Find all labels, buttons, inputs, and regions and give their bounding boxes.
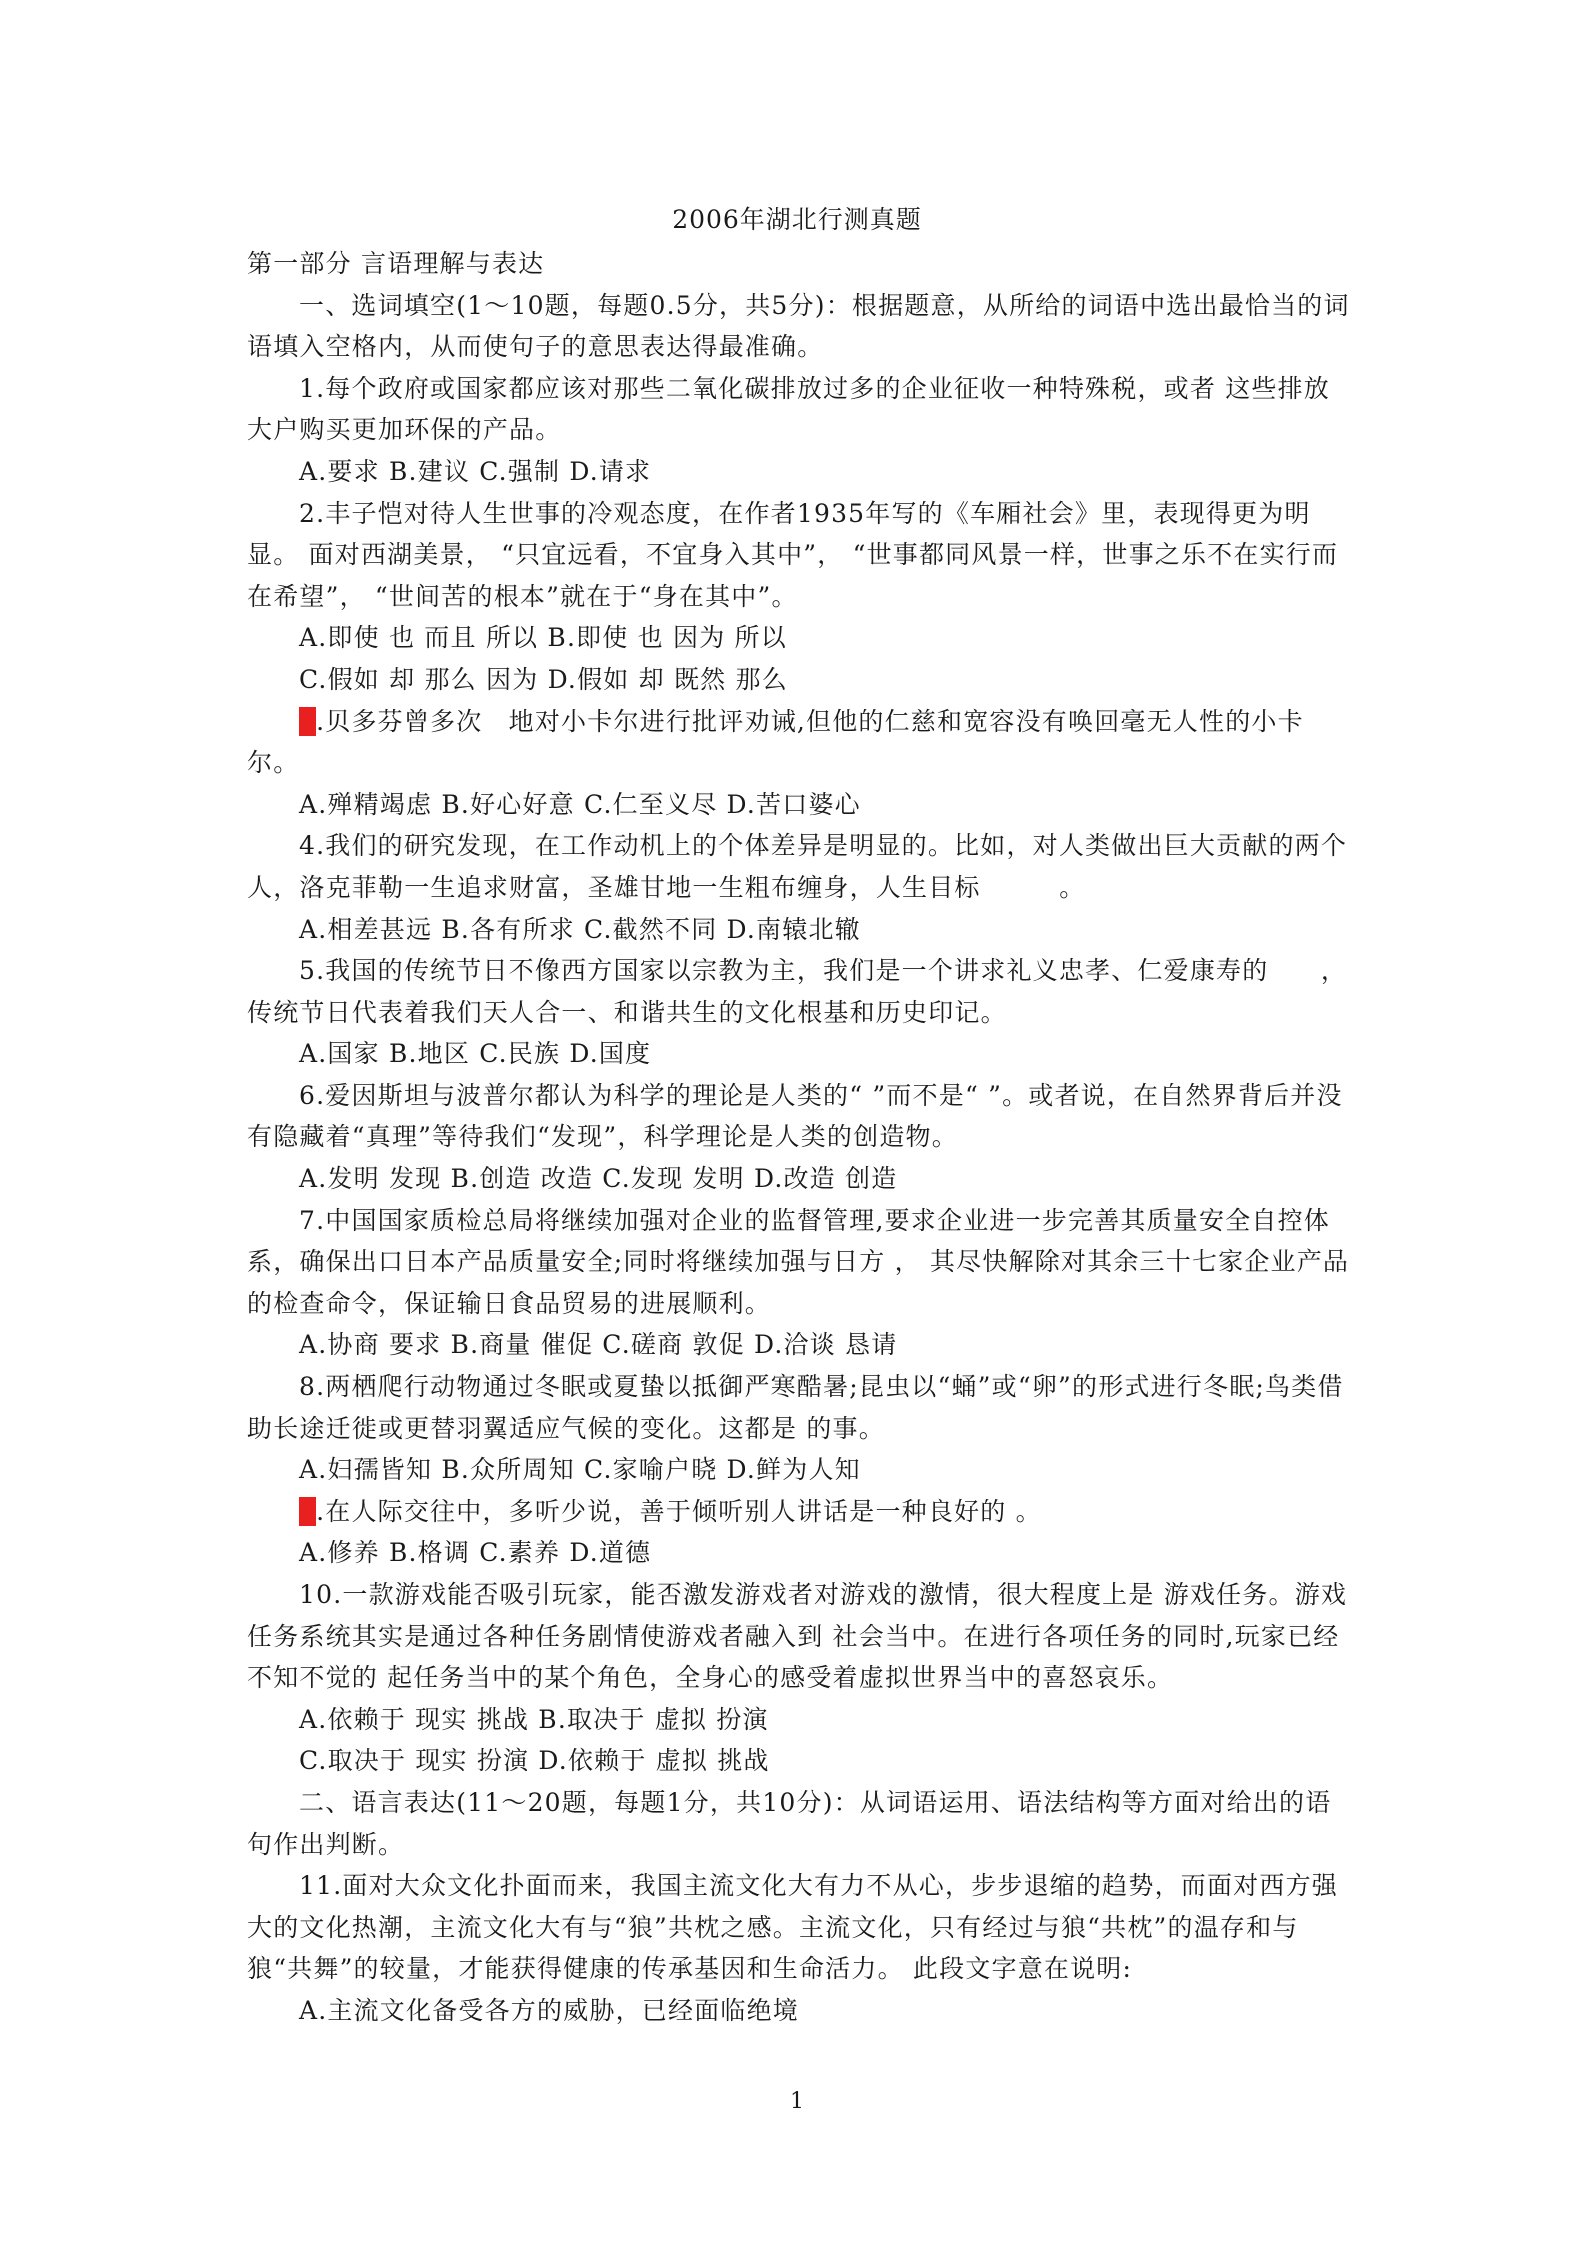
highlighted-question-number: 3 xyxy=(299,706,317,736)
question-5 xyxy=(247,950,1352,1033)
question-10-options-line-2: C.取决于 现实 扮演 D.依赖于 虚拟 挑战 xyxy=(299,1746,770,1776)
question-number: 2 xyxy=(299,498,317,528)
question-5-options: A.国家 B.地区 C.民族 D.国度 xyxy=(299,1039,652,1069)
question-3 xyxy=(247,701,1352,784)
question-text: .爱因斯坦与波普尔都认为科学的理论是人类的“ ”而不是“ ”。或者说，在自然界背后并没有隐藏着“真理”等待我们“发现”，科学理论是人类的创造物。 xyxy=(247,1080,1343,1152)
question-text: .我国的传统节日不像西方国家以宗教为主，我们是一个讲求礼义忠孝、仁爱康寿的 ，传统节日代表着我们天人合一、和谐共生的文化根基和历史印记。 xyxy=(247,956,1348,1027)
question-text: .两栖爬行动物通过冬眠或夏蛰以抵御严寒酷暑;昆虫以“蛹”或“卵”的形式进行冬眠;鸟类借助长途迁徙或更替羽翼适应气候的变化。这都是 的事。 xyxy=(247,1372,1344,1443)
question-2-options-line-2: C.假如 却 那么 因为 D.假如 却 既然 那么 xyxy=(299,664,788,694)
question-10 xyxy=(247,1574,1352,1699)
question-8 xyxy=(247,1366,1352,1449)
question-number: 1 xyxy=(299,373,317,403)
question-text: .面对大众文化扑面而来，我国主流文化大有力不从心，步步退缩的趋势，而面对西方强大的文化热潮，主流文化大有与“狼”共枕之感。主流文化，只有经过与狼“共枕”的温存和与狼“共舞”的较量，才能获得健康的传承基因和生命活力。 此段文字意在说明: xyxy=(247,1871,1338,1984)
question-11-option-a: A.主流文化备受各方的威胁，已经面临绝境 xyxy=(299,1995,800,2025)
question-number: 5 xyxy=(299,956,317,986)
question-number: 4 xyxy=(299,831,317,861)
part2-instruction: 二、语言表达(11～20题，每题1分，共10分)：从词语运用、语法结构等方面对给出的语句作出判断。 xyxy=(247,1787,1332,1859)
page-number: 1 xyxy=(790,2089,804,2114)
question-3-options: A.殚精竭虑 B.好心好意 C.仁至义尽 D.苦口婆心 xyxy=(299,789,861,819)
question-text: .我们的研究发现，在工作动机上的个体差异是明显的。比如，对人类做出巨大贡献的两个人，洛克菲勒一生追求财富，圣雄甘地一生粗布缠身，人生目标 。 xyxy=(247,831,1348,902)
question-8-options: A.妇孺皆知 B.众所周知 C.家喻户晓 D.鲜为人知 xyxy=(299,1455,861,1485)
question-number: 7 xyxy=(299,1205,317,1235)
question-text: .在人际交往中，多听少说，善于倾听别人讲话是一种良好的 。 xyxy=(316,1496,1042,1526)
document-body xyxy=(247,243,1352,2032)
question-7 xyxy=(247,1200,1352,1325)
question-4-options: A.相差甚远 B.各有所求 C.截然不同 D.南辕北辙 xyxy=(299,914,861,944)
question-text: .丰子恺对待人生世事的冷观态度，在作者1935年写的《车厢社会》里，表现得更为明显。 面对西湖美景， “只宜远看，不宜身入其中”， “世事都同风景一样，世事之乐不在实行而在希望”， “世间苦的根本”就在于“身在其中”。 xyxy=(247,498,1339,611)
document-title: 2006年湖北行测真题 xyxy=(672,205,922,234)
question-text: .一款游戏能否吸引玩家，能否激发游戏者对游戏的激情，很大程度上是 游戏任务。游戏任务系统其实是通过各种任务剧情使游戏者融入到 社会当中。在进行各项任务的同时,玩家已经不知不觉的 起任务当中的某个角色，全身心的感受着虚拟世界当中的喜怒哀乐。 xyxy=(247,1580,1348,1693)
section-heading: 第一部分 言语理解与表达 xyxy=(247,249,545,278)
question-2 xyxy=(247,493,1352,618)
question-9 xyxy=(247,1491,1352,1533)
part1-instruction: 一、选词填空(1～10题，每题0.5分，共5分)：根据题意，从所给的词语中选出最恰当的词语填入空格内，从而使句子的意思表达得最准确。 xyxy=(247,290,1350,362)
question-text: .中国国家质检总局将继续加强对企业的监督管理,要求企业进一步完善其质量安全自控体系，确保出口日本产品质量安全;同时将继续加强与日方 ， 其尽快解除对其余三十七家企业产品的检查命令，保证输日食品贸易的进展顺利。 xyxy=(247,1205,1350,1318)
question-2-options-line-1: A.即使 也 而且 所以 B.即使 也 因为 所以 xyxy=(299,623,787,653)
question-6-options: A.发明 发现 B.创造 改造 C.发现 发明 D.改造 创造 xyxy=(299,1164,898,1194)
question-1-options: A.要求 B.建议 C.强制 D.请求 xyxy=(299,456,652,486)
question-6 xyxy=(247,1075,1352,1158)
question-number: 8 xyxy=(299,1372,317,1402)
question-10-options-line-1: A.依赖于 现实 挑战 B.取决于 虚拟 扮演 xyxy=(299,1704,769,1734)
question-7-options: A.协商 要求 B.商量 催促 C.磋商 敦促 D.洽谈 恳请 xyxy=(299,1330,898,1360)
question-text: .每个政府或国家都应该对那些二氧化碳排放过多的企业征收一种特殊税，或者 这些排放大户购买更加环保的产品。 xyxy=(247,373,1331,445)
question-number: 11 xyxy=(299,1871,334,1901)
question-1 xyxy=(247,368,1352,451)
question-4 xyxy=(247,825,1352,908)
question-11 xyxy=(247,1865,1352,1990)
question-number: 6 xyxy=(299,1080,317,1110)
question-text: .贝多芬曾多次 地对小卡尔进行批评劝诫,但他的仁慈和宽容没有唤回毫无人性的小卡尔。 xyxy=(247,706,1304,778)
question-9-options: A.修养 B.格调 C.素养 D.道德 xyxy=(299,1538,652,1568)
question-number: 10 xyxy=(299,1580,334,1609)
highlighted-question-number: 9 xyxy=(299,1496,317,1526)
